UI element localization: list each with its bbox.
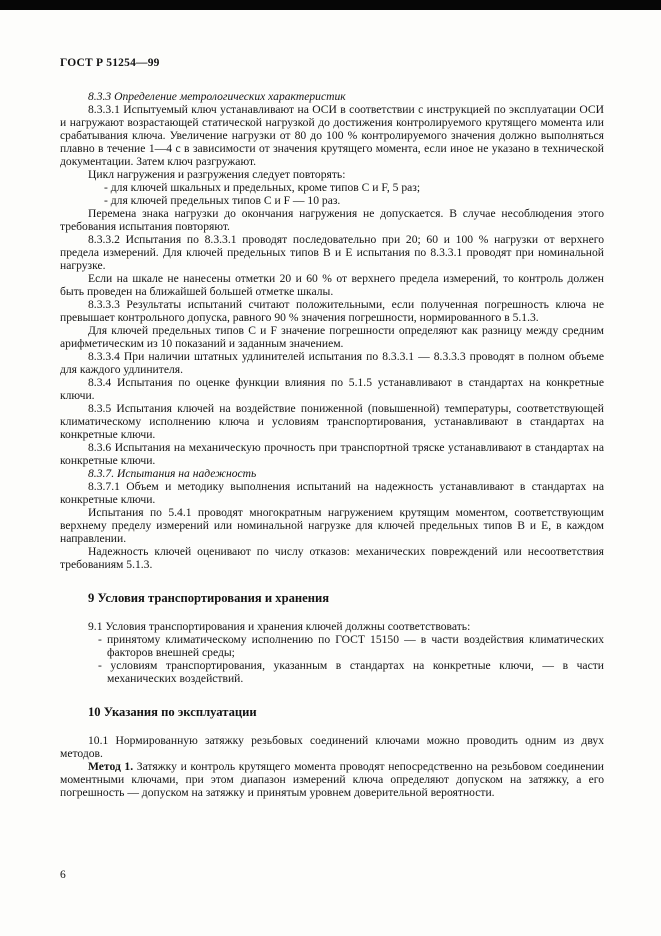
- paragraph: 9.1 Условия транспортирования и хранения ключей должны соответствовать:: [88, 620, 471, 633]
- section-heading: 9 Условия транспортирования и хранения: [88, 591, 330, 605]
- list-item: - принятому климатическому исполнению по ГОСТ 15150 — в части воздействия климатических факторов внешней среды;: [98, 633, 604, 659]
- subclause-heading: 8.3.7. Испытания на надежность: [88, 467, 257, 480]
- section-heading: 10 Указания по эксплуатации: [88, 705, 257, 719]
- paragraph: [60, 760, 604, 799]
- document-body: [60, 90, 604, 799]
- paragraph: 10.1 Нормированную затяжку резьбовых соединений ключами можно проводить одним из двух методов.: [60, 734, 604, 760]
- paragraph: Если на шкале не нанесены отметки 20 и 60 % от верхнего предела измерений, то контроль должен быть проведен на ближайшей большей отметке шкалы.: [60, 272, 604, 298]
- paragraph: Цикл нагружения и разгружения следует повторять:: [88, 168, 346, 181]
- paragraph: 8.3.3.1 Испытуемый ключ устанавливают на ОСИ в соответствии с инструкцией по эксплуатации ОСИ и нагружают возрастающей статической нагрузкой до достижения контролируемого крутящего момента или срабатывания ключа. Увеличение нагрузки от 80 до 100 % контролируемого значения должно выполняться плавно в течение 1—4 с в зависимости от значения крутящего момента, если иное не указано в технической документации. Затем ключ разгружают.: [60, 103, 604, 168]
- page-number: 6: [60, 869, 66, 881]
- paragraph: 8.3.5 Испытания ключей на воздействие пониженной (повышенной) температуры, соответствующей климатическому исполнению ключа и условиям транспортирования, устанавливают в стандартах на конкретные ключи.: [60, 402, 604, 441]
- list-item: - для ключей шкальных и предельных, кроме типов С и F, 5 раз;: [104, 181, 421, 194]
- paragraph-lead: Метод 1.: [88, 760, 134, 773]
- paragraph: 8.3.3.4 При наличии штатных удлинителей испытания по 8.3.3.1 — 8.3.3.3 проводят в полном объеме для каждого удлинителя.: [60, 350, 604, 376]
- paragraph: Испытания по 5.4.1 проводят многократным нагружением крутящим моментом, соответствующим верхнему пределу измерений или номинальной нагрузке для ключей предельных типов В и Е, в каждом направлении.: [60, 506, 604, 545]
- paragraph: 8.3.3.3 Результаты испытаний считают положительными, если полученная погрешность ключа не превышает контрольного допуска, равного 90 % значения погрешности, нормированного в 5.1.3.: [60, 298, 604, 324]
- doc-header: ГОСТ Р 51254—99: [60, 57, 160, 69]
- paragraph: Надежность ключей оценивают по числу отказов: механических повреждений или несоответствия требованиям 5.1.3.: [60, 545, 604, 571]
- paragraph: 8.3.6 Испытания на механическую прочность при транспортной тряске устанавливают в стандартах на конкретные ключи.: [60, 441, 604, 467]
- paragraph: Перемена знака нагрузки до окончания нагружения не допускается. В случае несоблюдения этого требования испытания повторяют.: [60, 207, 604, 233]
- paragraph-text: Затяжку и контроль крутящего момента проводят непосредственно на резьбовом соединении моментными ключами, при этом диапазон измерений ключа определяют допуском на затяжку, а его погрешность — допуском на затяжку и принятым уровнем доверительной вероятности.: [60, 760, 605, 799]
- paragraph: 8.3.4 Испытания по оценке функции влияния по 5.1.5 устанавливают в стандартах на конкретные ключи.: [60, 376, 604, 402]
- list-item: - для ключей предельных типов С и F — 10 раз.: [104, 194, 341, 207]
- paragraph: Для ключей предельных типов С и F значение погрешности определяют как разницу между средним арифметическим из 10 показаний и заданным значением.: [60, 324, 604, 350]
- paragraph: 8.3.3.2 Испытания по 8.3.3.1 проводят последовательно при 20; 60 и 100 % нагрузки от верхнего предела измерений. Для ключей предельных типов В и Е испытания по 8.3.3.1 проводят при номинальной нагрузке.: [60, 233, 604, 272]
- paragraph: 8.3.7.1 Объем и методику выполнения испытаний на надежность устанавливают в стандартах на конкретные ключи.: [60, 480, 604, 506]
- subclause-heading: 8.3.3 Определение метрологических характеристик: [88, 90, 346, 103]
- list-item: - условиям транспортирования, указанным в стандартах на конкретные ключи, — в части механических воздействий.: [98, 659, 604, 685]
